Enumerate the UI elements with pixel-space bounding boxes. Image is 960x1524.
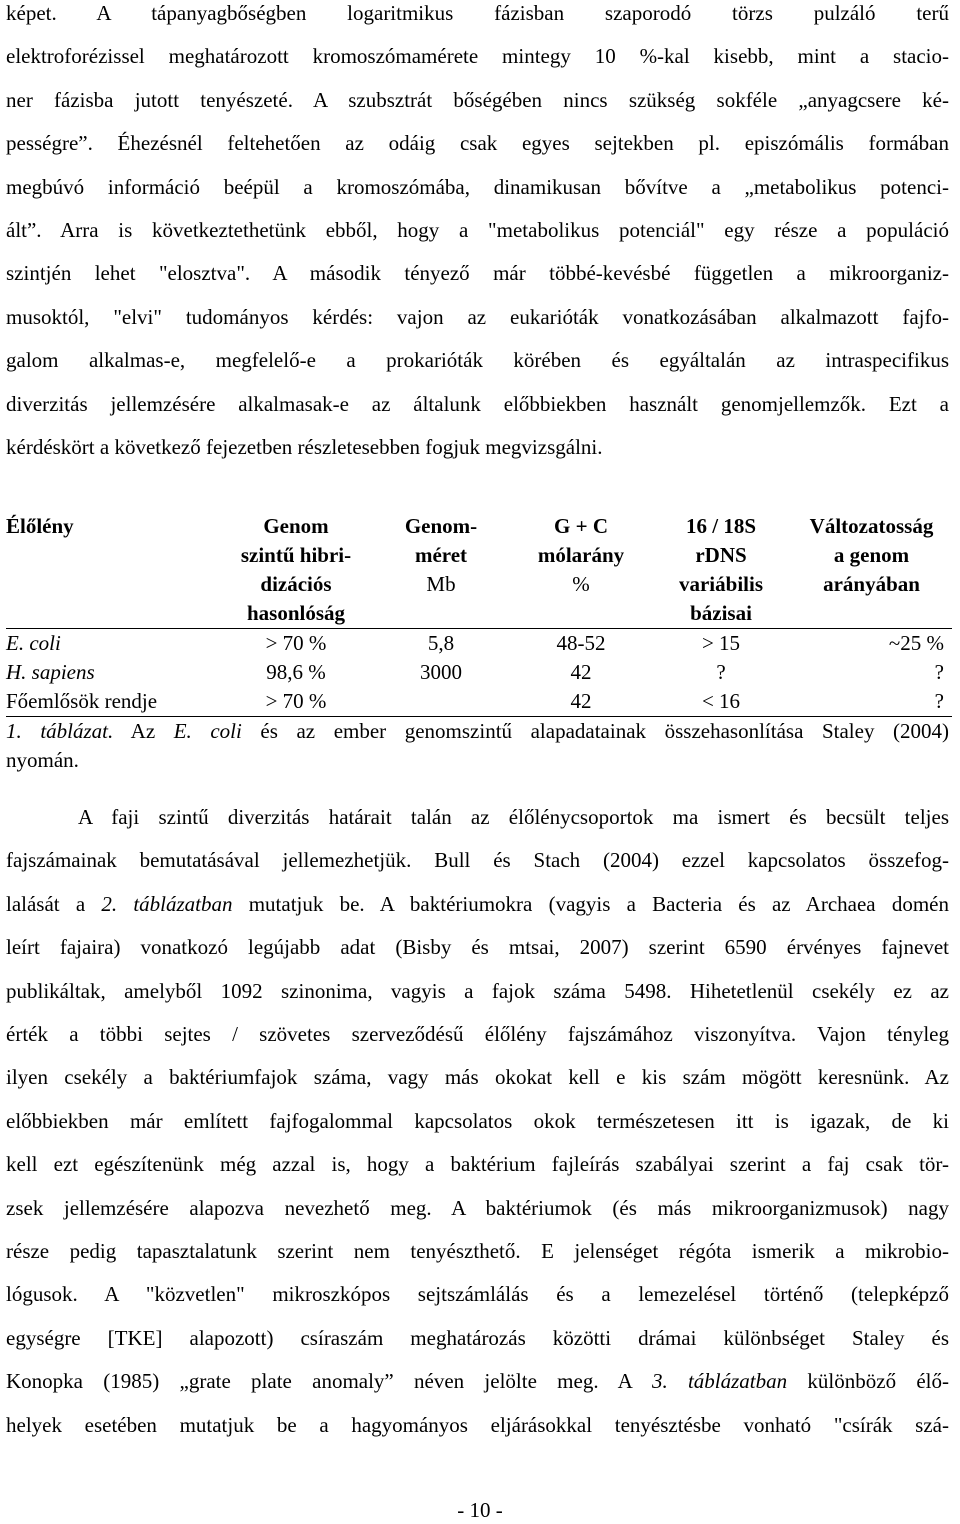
text-line: része pedig tapasztalatunk szerint nem tenyészthető. E jelenséget régóta ismerik a mikrobio- — [6, 1239, 949, 1264]
text-line: kérdéskört a következő fejezetben részletesebben fogjuk megvizsgálni. — [6, 435, 603, 460]
cell-hybridization: 98,6 % — [266, 660, 326, 684]
text-line: diverzitás jellemzésére alkalmasak-e az általunk előbbiekben használt genomjellemzők. Ezt a — [6, 391, 949, 416]
cell-organism: E. coli — [6, 631, 61, 655]
text-line: szintjén lehet "elosztva". A második tényező már többé-kevésbé független a mikroorganiz- — [6, 261, 949, 286]
cell-rdna: < 16 — [651, 687, 791, 717]
table-row — [6, 629, 952, 659]
text-line: érték a többi sejtes / szövetes szerveződésű élőlény fajszámához viszonyítva. Vajon tényleg — [6, 1022, 949, 1047]
text-line: publikáltak, amelyből 1092 szinonima, vagyis a fajok száma 5498. Hihetetlenül csekély ez az — [6, 978, 949, 1003]
text-line: lógusok. A "közvetlen" mikroszkópos sejtszámlálás és a lemezelésel történő (telepképző — [6, 1282, 949, 1307]
header-organism: Élőlény — [6, 512, 221, 629]
text-line: galom alkalmas-e, megfelelő-e a prokarióták körében és egyáltalán az intraspecifikus — [6, 348, 949, 373]
text-line: ált”. Arra is következtethetünk ebből, hogy a "metabolikus potenciál" egy része a populáció — [6, 218, 949, 243]
cell-genome-size: 5,8 — [427, 631, 455, 655]
header-variability: Változatosság a genom arányában — [791, 512, 952, 629]
paragraph-intro — [6, 0, 949, 469]
cell-genome-size: 3000 — [420, 660, 462, 684]
text-line: fajszámainak bemutatásával jellemezhetjük. Bull és Stach (2004) ezzel kapcsolatos összefog- — [6, 848, 949, 873]
cell-variability: ? — [934, 660, 944, 684]
cell-hybridization: > 70 % — [265, 631, 327, 655]
text-line: képet. A tápanyagbőségben logaritmikus fázisban szaporodó törzs pulzáló terű — [6, 1, 949, 25]
text-line: megbúvó információ beépül a kromoszómába, dinamikusan bővítve a „metabolikus potenci- — [6, 174, 949, 199]
header-hybridization: Genom szintű hibri- dizációs hasonlóság — [221, 512, 371, 629]
cell-organism: Főemlősök rendje — [6, 687, 221, 717]
text-line: előbbiekben már említett fajfogalommal kapcsolatos okok természetesen itt is igazak, de ki — [6, 1108, 949, 1133]
table-row — [6, 687, 952, 717]
text-line: Konopka (1985) „grate plate anomaly” néven jelölte meg. A 3. táblázatban különböző élő- — [6, 1369, 949, 1394]
caption-label: 1. táblázat. — [6, 719, 114, 743]
text-line: helyek esetében mutatjuk be a hagyományos eljárásokkal tenyésztésbe vonható "csírák szá- — [6, 1412, 949, 1437]
text-line: ner fázisba jutott tenyészeté. A szubsztrát bőségében nincs szükség sokféle „anyagcsere ké- — [6, 87, 949, 112]
cell-rdna: ? — [716, 660, 726, 684]
text-line: ilyen csekély a baktériumfajok száma, vagy más okokat kell e kis szám mögött keresnünk. Az — [6, 1065, 949, 1090]
text-line: pességre”. Éhezésnél feltehetően az odáig csak egyes sejtekben pl. episzómális formában — [6, 131, 949, 156]
text-line: elektroforézissel meghatározott kromoszómamérete mintegy 10 %-kal kisebb, mint a stacio- — [6, 44, 949, 69]
table-row — [6, 658, 952, 687]
text-line: zsek jellemzésére alapozva nevezhető meg. A baktériumok (és más mikroorganizmusok) nagy — [6, 1195, 949, 1220]
cell-gc-ratio: 42 — [511, 687, 651, 717]
cell-hybridization: > 70 % — [221, 687, 371, 717]
genome-comparison-table — [6, 512, 952, 717]
cell-rdna: > 15 — [701, 631, 741, 655]
caption-line: 1. táblázat. Az E. coli és az ember genomszintű alapadatainak összehasonlítása Staley (2004) — [6, 719, 950, 743]
text-line: musoktól, "elvi" tudományos kérdés: vajon az eukarióták vonatkozásában alkalmazott fajfo- — [6, 304, 949, 329]
page-number: - 10 - — [457, 1498, 503, 1522]
text-line: A faji szintű diverzitás határait talán az élőlénycsoportok ma ismert és becsült teljes — [78, 805, 949, 829]
paragraph-diversity — [6, 796, 949, 1447]
cell-organism: H. sapiens — [6, 660, 95, 684]
caption-line: nyomán. — [6, 748, 79, 772]
cell-gc-ratio: 42 — [570, 660, 592, 684]
table-header-row — [6, 512, 952, 629]
text-line: lalását a 2. táblázatban mutatjuk be. A baktériumokra (vagyis a Bacteria és az Archaea domén — [6, 891, 949, 916]
header-rdna: 16 / 18S rDNS variábilis bázisai — [651, 512, 791, 629]
text-line: kell ezt egészítenünk még azzal is, hogy a baktérium fajleírás szabályai szerint a faj csak tör- — [6, 1152, 949, 1177]
cell-variability: ? — [791, 687, 952, 717]
text-line: leírt fajaira) vonatkozó legújabb adat (Bisby és mtsai, 2007) szerint 6590 érvényes fajnevet — [6, 935, 949, 960]
table-caption — [6, 717, 949, 775]
header-genome-size: Genom- méret Mb — [371, 512, 511, 629]
cell-variability: ~25 % — [888, 631, 944, 655]
text-line: egységre [TKE] alapozott) csíraszám meghatározás közötti drámai különbséget Staley és — [6, 1325, 949, 1350]
header-gc-ratio: G + C mólarány % — [511, 512, 651, 629]
cell-genome-size — [371, 687, 511, 717]
cell-gc-ratio: 48-52 — [556, 631, 606, 655]
